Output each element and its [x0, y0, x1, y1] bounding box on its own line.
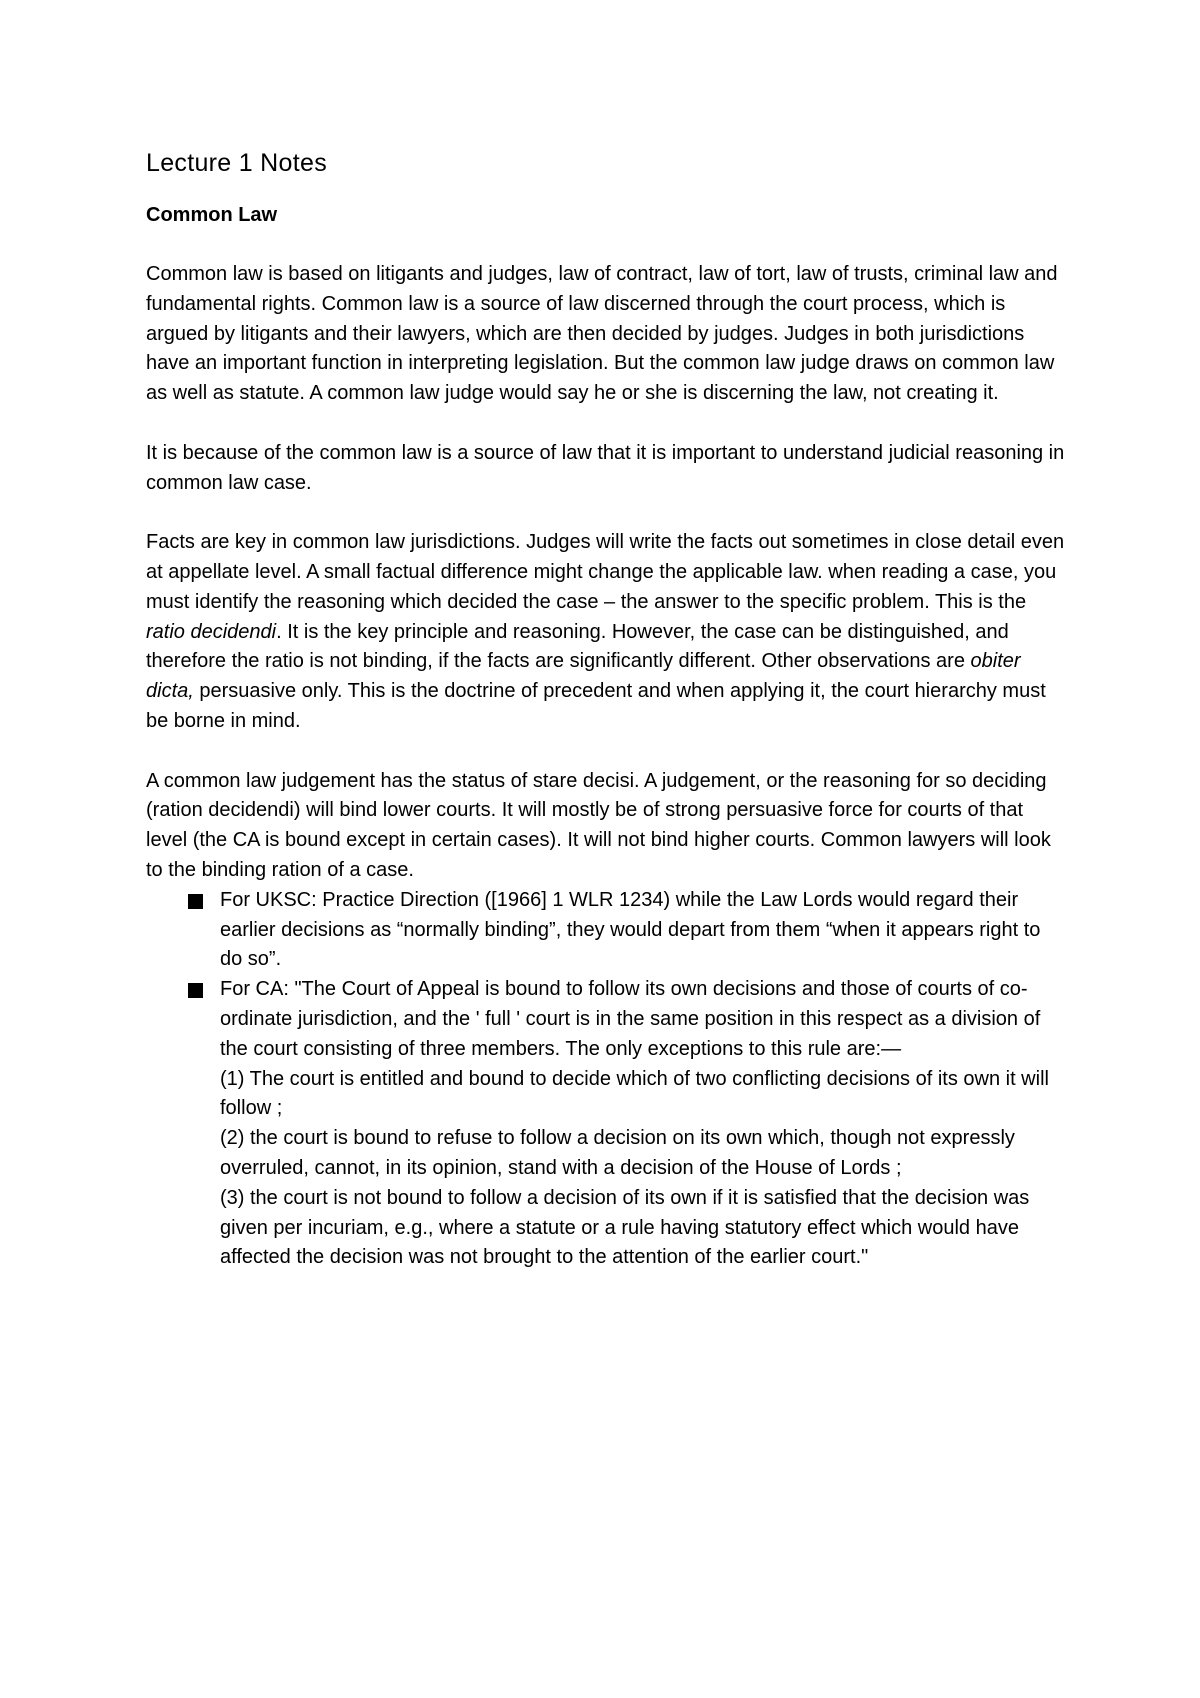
bullet-item-ca: [146, 975, 1066, 1273]
paragraph-facts-precedent: [146, 528, 1066, 737]
bullet-exception-2: (2) the court is bound to refuse to follow a decision on its own which, though not expressly overruled, cannot, in its opinion, stand with a decision of the House of Lords ;: [220, 1127, 1015, 1179]
bullet-text: For CA: "The Court of Appeal is bound to follow its own decisions and those of courts of co-ordinate jurisdiction, and the ' full ' court is in the same position in this respect as a division of the court consisting of three members. The only exceptions to this rule are:—: [220, 978, 1041, 1060]
square-bullet-icon: [188, 983, 203, 998]
paragraph-text: persuasive only. This is the doctrine of precedent and when applying it, the court hierarchy must be borne in mind.: [146, 680, 1046, 732]
paragraph-text: . It is the key principle and reasoning. However, the case can be distinguished, and therefore the ratio is not binding, if the facts are significantly different. Other observations are: [146, 620, 1009, 673]
section-heading: Common Law: [146, 204, 278, 226]
bullet-item-uksc: [146, 886, 1066, 975]
bullet-exception-3: (3) the court is not bound to follow a decision of its own if it is satisfied that the decision was given per incuriam, e.g., where a statute or a rule having statutory effect which would have affected the decision was not brought to the attention of the earlier court.": [220, 1186, 1030, 1269]
bullet-exception-1: (1) The court is entitled and bound to decide which of two conflicting decisions of its own it will follow ;: [220, 1067, 1049, 1120]
paragraph-judicial-reasoning: It is because of the common law is a source of law that it is important to understand judicial reasoning in common law case.: [146, 441, 1065, 494]
bullet-text: For UKSC: Practice Direction ([1966] 1 WLR 1234) while the Law Lords would regard their earlier decisions as “normally binding”, they would depart from them “when it appears right to do so”.: [220, 888, 1041, 971]
paragraph-stare-decisis: A common law judgement has the status of stare decisi. A judgement, or the reasoning for so deciding (ration decidendi) will bind lower courts. It will mostly be of strong persuasive force for courts of that level (the CA is bound except in certain cases). It will not bind higher courts. Common lawyers will look to the binding ration of a case.: [146, 769, 1051, 881]
paragraph-common-law-basis: Common law is based on litigants and judges, law of contract, law of tort, law of trusts, criminal law and fundamental rights. Common law is a source of law discerned through the court process, which is argued by litigants and their lawyers, which are then decided by judges. Judges in both jurisdictions have an important function in interpreting legislation. But the common law judge draws on common law as well as statute. A common law judge would say he or she is discerning the law, not creating it.: [146, 263, 1058, 405]
paragraph-text: Facts are key in common law jurisdictions. Judges will write the facts out sometimes in close detail even at appellate level. A small factual difference might change the applicable law. when reading a case, you must identify the reasoning which decided the case – the answer to the specific problem. This is the: [146, 531, 1065, 613]
page-title: Lecture 1 Notes: [146, 149, 327, 177]
obiter-dicta-term: obiter dicta,: [146, 650, 1021, 703]
document-page: [146, 146, 1066, 1273]
ratio-decidendi-term: ratio decidendi: [146, 620, 277, 643]
bullet-list: [146, 886, 1066, 1273]
square-bullet-icon: [188, 894, 203, 909]
